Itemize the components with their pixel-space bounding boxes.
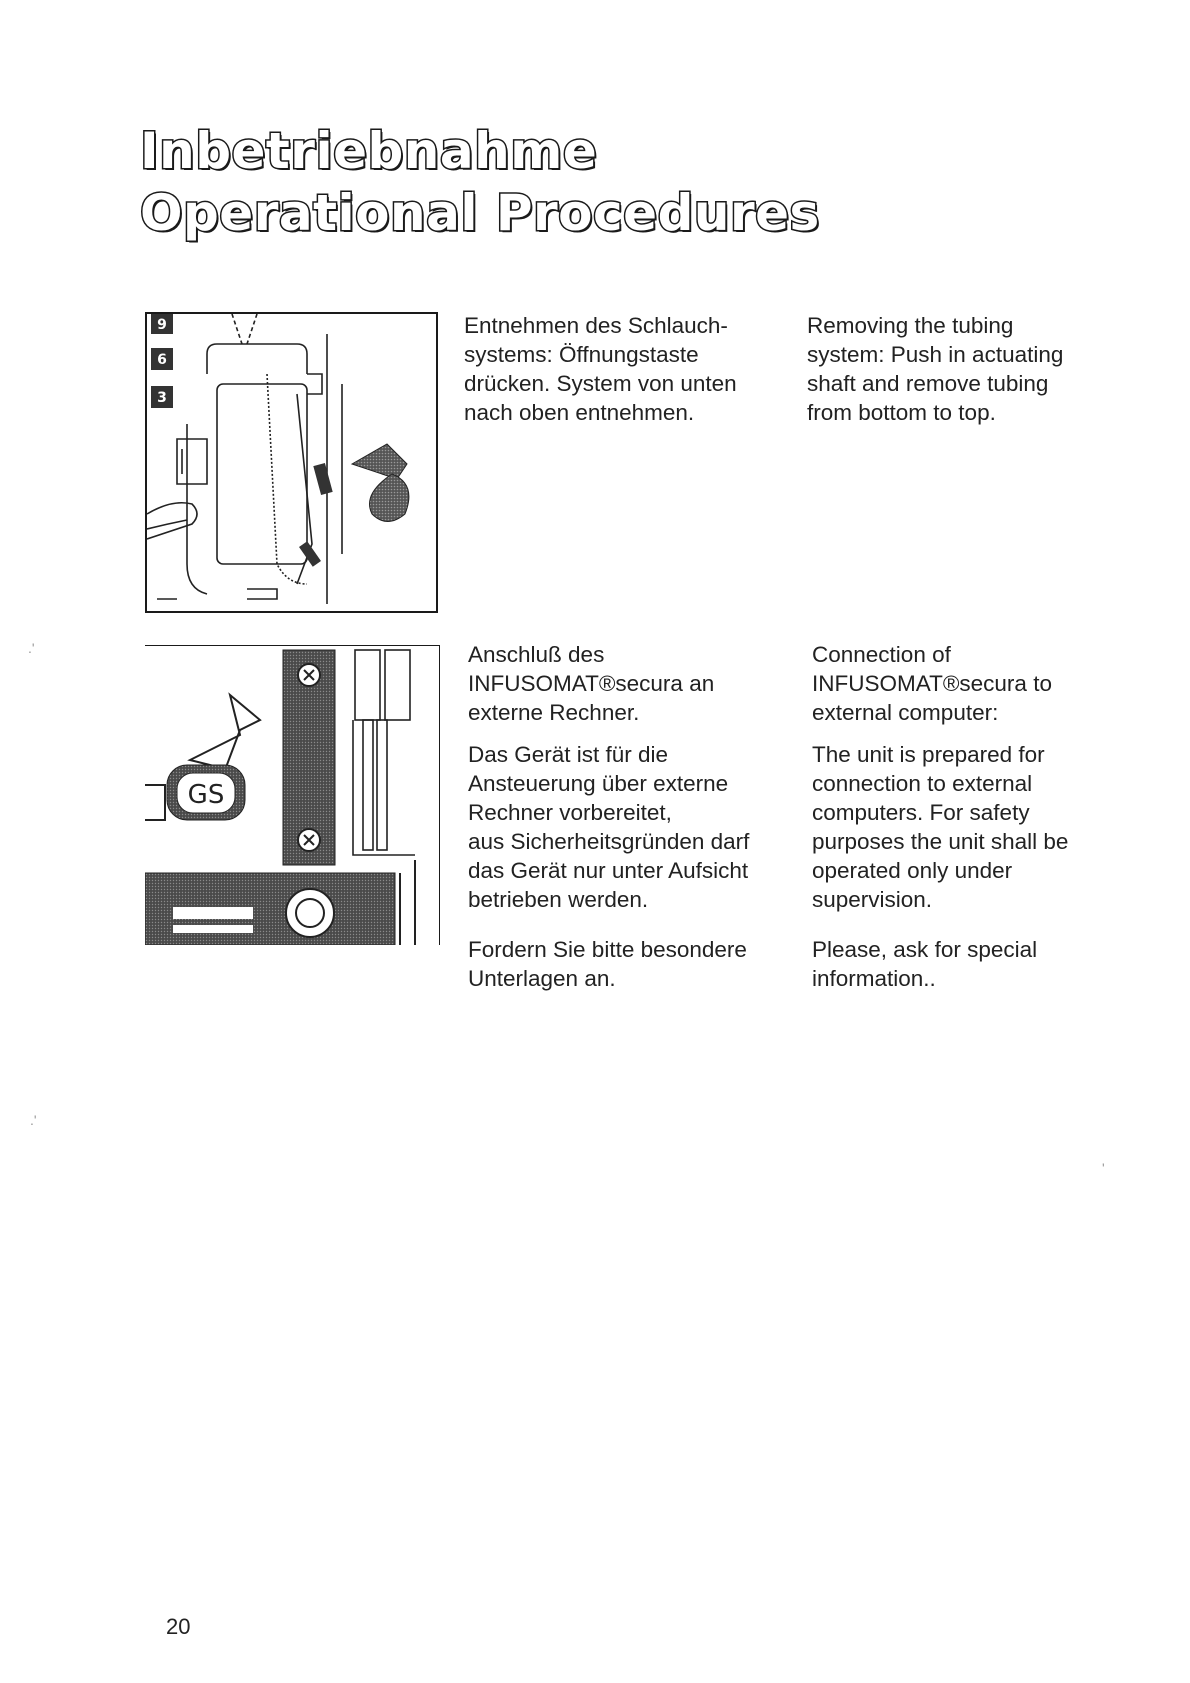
step-badge-9 bbox=[151, 314, 173, 334]
section2-english-note: Please, ask for special information.. bbox=[812, 937, 1038, 991]
section2-german-note: Fordern Sie bitte besondere Unterlagen an. bbox=[468, 937, 747, 991]
section1-english-text: Removing the tubing system: Push in actuating shaft and remove tubing from bottom to top. bbox=[807, 313, 1064, 425]
gs-logo-icon bbox=[145, 765, 245, 820]
hand-drawing bbox=[147, 503, 197, 539]
svg-text:6: 6 bbox=[157, 352, 167, 368]
step-badge-3 bbox=[151, 386, 173, 408]
scan-artifact: ' bbox=[1102, 1160, 1105, 1176]
title-english: Operational Procedures bbox=[140, 184, 820, 242]
title-german: Inbetriebnahme bbox=[140, 122, 598, 180]
section2-german-body: Das Gerät ist für die Ansteuerung über externe Rechner vorbereitet, aus Sicherheitsgründen darf das Gerät nur unter Aufsicht betrieben werden. bbox=[468, 742, 750, 912]
svg-text:GS: GS bbox=[187, 780, 225, 810]
section1-german-text: Entnehmen des Schlauch- systems: Öffnungstaste drücken. System von unten nach oben entnehmen. bbox=[464, 313, 737, 425]
connector-drawing bbox=[353, 650, 415, 855]
svg-text:9: 9 bbox=[157, 317, 167, 333]
opening-lever-drawing bbox=[299, 444, 409, 567]
figure-external-connection bbox=[145, 645, 440, 945]
section2-german-heading: Anschluß des INFUSOMAT®secura an externe Rechner. bbox=[468, 642, 715, 725]
scan-artifact: .' bbox=[28, 640, 35, 656]
device-front-drawing bbox=[145, 860, 415, 945]
interface-panel-drawing bbox=[283, 650, 335, 865]
section2-english-heading: Connection of INFUSOMAT®secura to external computer: bbox=[812, 642, 1052, 725]
svg-text:3: 3 bbox=[157, 390, 167, 406]
page-title bbox=[140, 120, 820, 244]
section2-english-body: The unit is prepared for connection to external computers. For safety purposes the unit shall be operated only under supervision. bbox=[812, 742, 1069, 912]
step-badge-6 bbox=[151, 348, 173, 370]
scan-artifact: .' bbox=[30, 1112, 37, 1128]
figure-tubing-removal bbox=[145, 312, 438, 613]
page-number: 20 bbox=[166, 1614, 191, 1639]
